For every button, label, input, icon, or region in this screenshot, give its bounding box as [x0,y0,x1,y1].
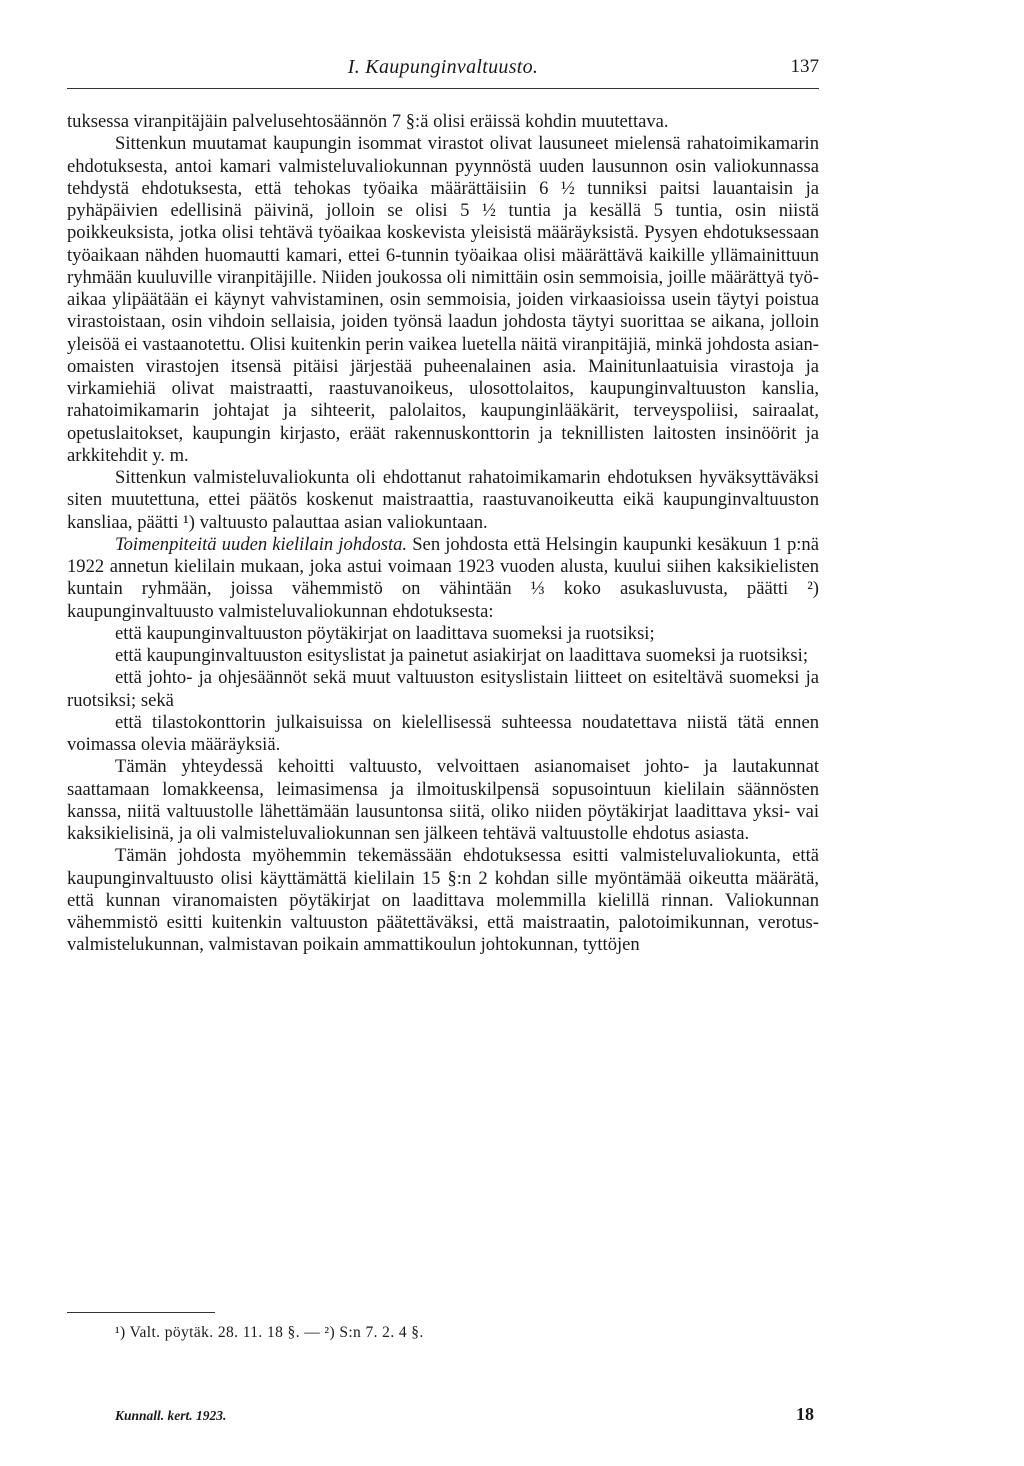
paragraph-language-law [67,534,819,623]
page-footer [115,1404,819,1428]
list-item-agendas: että kaupunginvaltuuston esityslistat ja painetut asiakirjat on laadittava suomeksi ja ruotsiksi; [115,645,808,666]
sheet-number: 18 [796,1404,814,1424]
list-item-minutes: että kaupunginvaltuuston pöytäkirjat on laadittava suomeksi ja ruotsiksi; [115,622,655,644]
signature-mark: Kunnall. kert. 1923. [115,1408,227,1423]
running-title: I. Kaupunginvaltuusto. [347,56,539,78]
section-heading: Toimenpiteitä uuden kielilain johdosta. [115,533,408,555]
footnote-divider [67,1312,215,1313]
footnotes: ¹) Valt. pöytäk. 28. 11. 18 §. — ²) S:n 7. 2. 4 §. [115,1324,424,1341]
page-header [67,56,819,89]
list-item-statistics: että tilastokonttorin julkaisuissa on kielellisessä suhteessa noudatettava niistä tätä ennen voimassa olevia määräyksiä. [67,711,819,755]
paragraph-language-law-text: Sen johdosta että Helsingin kaupunki kesäkuun 1 p:nä 1922 annetun kielilain mukaan, joka astui voimaan 1923 vuoden alusta, kuului siihen kaksikielisten kuntain ryhmään, joissa vähemmistö on vähintään ⅓ koko asukasluvusta, päätti ²) kaupunginvaltuusto valmisteluvaliokunnan ehdotuksesta: [67,533,819,622]
list-item-regulations: että johto- ja ohjesäännöt sekä muut valtuuston esityslistain liitteet on esiteltävä suomeksi ja ruotsiksi; sekä [67,667,819,711]
paragraph-boards-request: Tämän yhteydessä kehoitti valtuusto, velvoittaen asianomaiset johto- ja lautakunnat saattamaan lomakkeensa, leimasimensa ja ilmoituskilpensä sopusointuun kielilain säännösten kanssa, niitä valtuustolle lähettämään lausuntonsa siitä, oliko niiden pöytäkirjat laadittava yksi- vai kaksikielisinä, ja oli valmisteluvaliokunnan sen jälkeen tehtävä valtuustolle ehdotus asiasta. [67,756,819,844]
body-text [67,111,819,957]
page-number: 137 [790,56,819,77]
paragraph-committee-return: Sittenkun valmisteluvaliokunta oli ehdottanut rahatoimikamarin ehdotuksen hyväksyttäväksi siten muutettuna, ettei päätös koskenut maistraattia, raastuvanoikeutta eikä kaupunginvaltuuston kansliaa, päätti ¹) valtuusto palauttaa asian valiokuntaan. [67,467,819,533]
paragraph-committee-proposal: Tämän johdosta myöhemmin tekemässään ehdotuksessa esitti valmisteluvaliokunta, että kaupunginvaltuusto olisi käyttämättä kielilain 15 §:n 2 kohdan sille myöntämää oikeutta määrätä, että kunnan viranomaisten pöytäkirjat on laadittava molemmilla kielillä rinnan. Valiokunnan vähemmistö esitti kuitenkin valtuuston päätettäväksi, että maistraatin, palotoimikunnan, verotusvalmistelukunnan, valmistavan poikain ammattikoulun johtokunnan, tyttöjen [67,845,819,956]
paragraph-continuation: tuksessa viranpitäjäin palvelusehtosäännön 7 §:ä olisi eräissä kohdin muutettava. [67,111,669,132]
paragraph-working-hours: Sittenkun muutamat kaupungin isommat virastot olivat lausuneet mielensä rahatoimikamarin ehdotuksesta, antoi kamari valmisteluvaliokunnan pyynnöstä uuden lausunnon osin valiokunnassa tehdystä ehdotuksesta, että tehokas työaika määrättäisiin 6 ½ tunniksi paitsi lauantaisin ja pyhäpäivien edellisinä päivinä, jolloin se olisi 5 ½ tuntia ja kesällä 5 tuntia, osin niistä poikkeuksista, jotka olisi tehtävä työaikaa koskevista yleisistä määräyksistä. Pysyen ehdotuksessaan työaikaan nähden huomautti kamari, ettei 6-tunnin työaikaa olisi määrättävä kaikille yllämainittuun ryhmään kuuluville viranpitäjille. Niiden joukossa oli nimittäin osin semmoisia, joille määrättyä työaikaa ylipäätään ei käynyt vahvistaminen, osin semmoisia, joiden virkaasioissa usein täytyi poistua virastoistaan, osin vihdoin sellaisia, joiden työnsä laadun johdosta täytyi suorittaa se aikana, jolloin yleisöä ei vastaanotettu. Olisi kuitenkin perin vaikea luetella näitä viranpitäjiä, minkä johdosta asianomaisten virastojen itsensä pitäisi järjestää puheenalainen asia. Mainitunlaatuisia virastoja ja virkamiehiä olivat maistraatti, raastuvanoikeus, ulosottolaitos, kaupunginvaltuuston kanslia, rahatoimikamarin johtajat ja sihteerit, palolaitos, kaupunginlääkärit, terveyspoliisi, sairaalat, opetuslaitokset, kaupungin kirjasto, eräät rakennuskonttorin ja teknillisten laitosten insinöörit ja arkkitehdit y. m. [67,133,819,466]
